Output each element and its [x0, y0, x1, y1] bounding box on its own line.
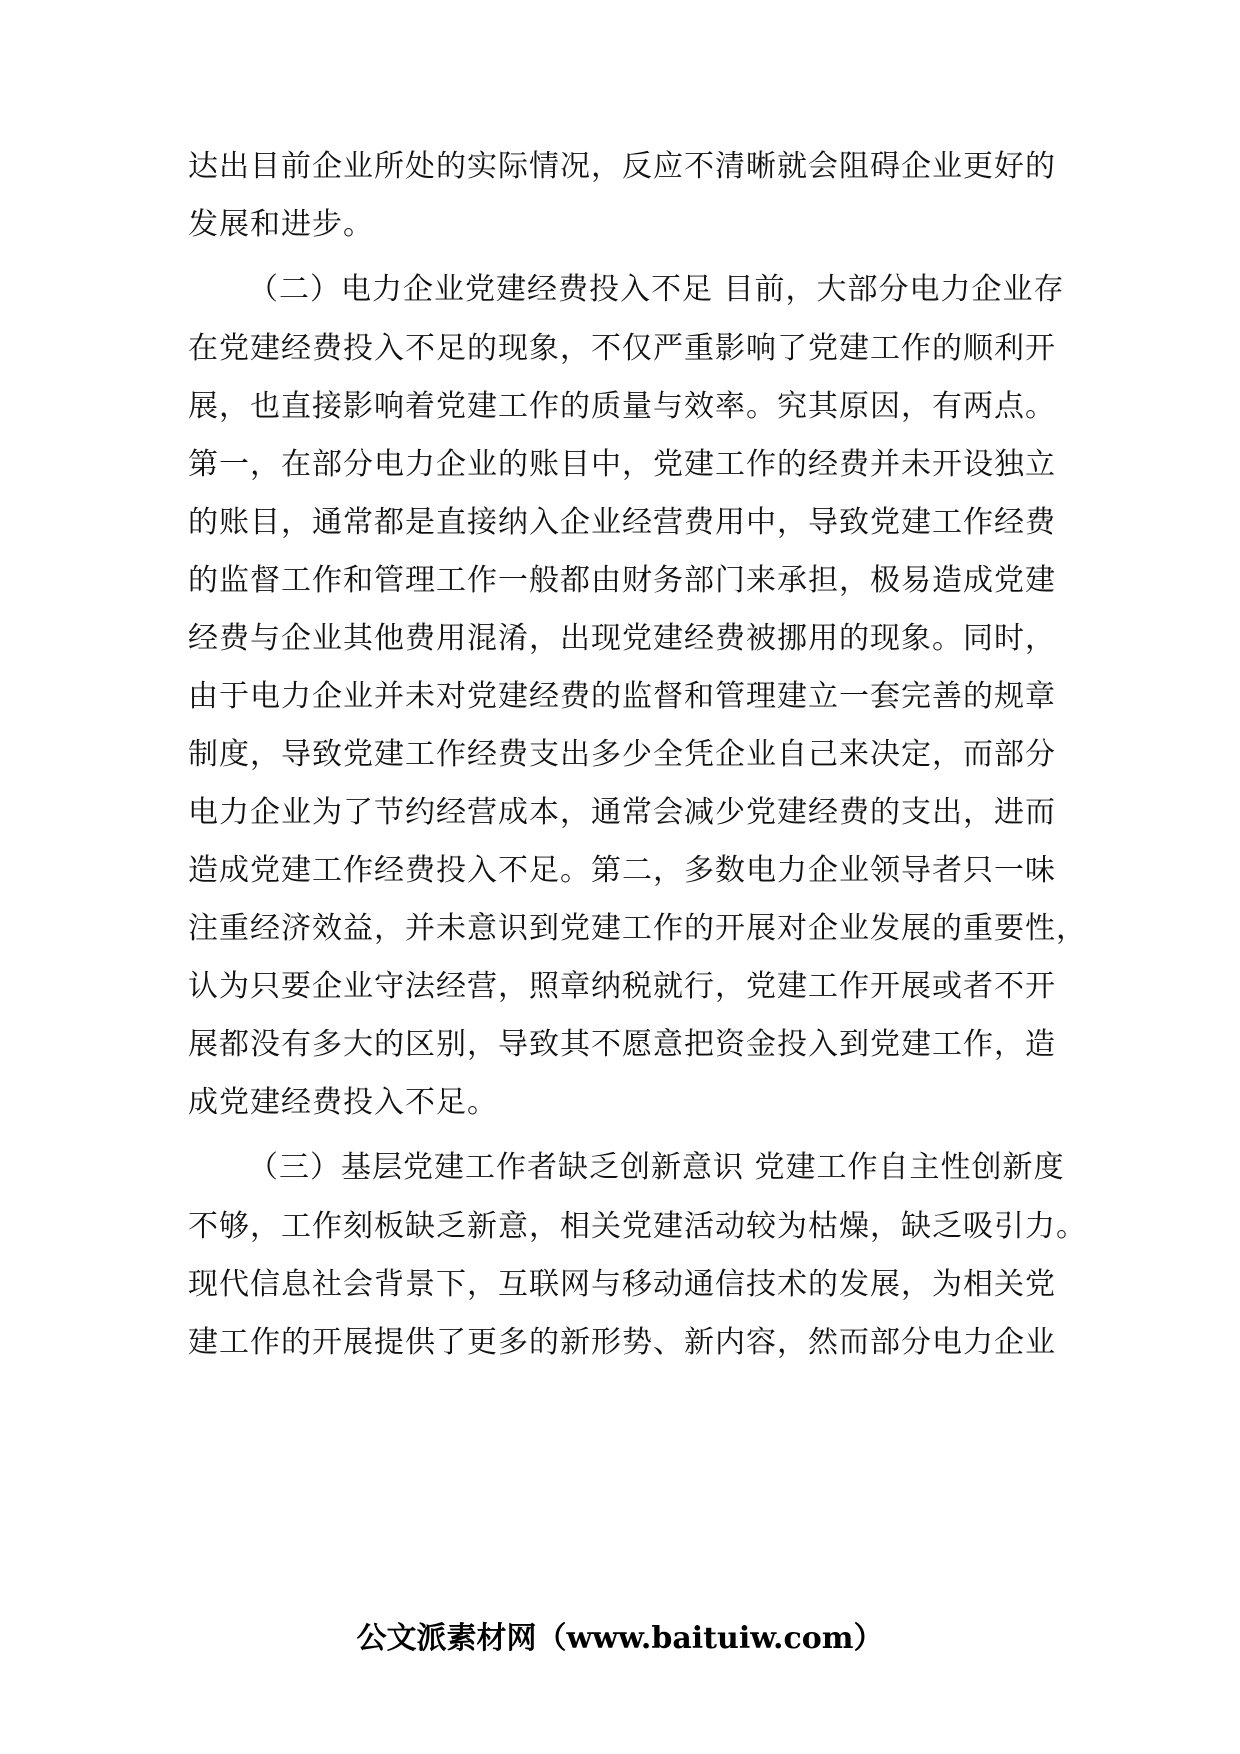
section-heading-line: （二）电力企业党建经费投入不足 目前，大部分电力企业存 — [248, 272, 1065, 307]
body-text-line: 达出目前企业所处的实际情况，反应不清晰就会阻碍企业更好的 — [188, 149, 1056, 184]
section-heading-line: （三）基层党建工作者缺乏创新意识 党建工作自主性创新度 — [248, 1150, 1065, 1185]
body-text-line: 由于电力企业并未对党建经费的监督和管理建立一套完善的规章 — [188, 679, 1056, 714]
body-text-line: 在党建经费投入不足的现象，不仅严重影响了党建工作的顺利开 — [188, 331, 1056, 366]
body-text-line: 发展和进步。 — [188, 207, 374, 242]
footer-watermark: 公文派素材网（www.baituiw.com） — [356, 1621, 884, 1656]
body-text-line: 注重经济效益，并未意识到党建工作的开展对企业发展的重要性， — [188, 911, 1087, 946]
body-text-line: 制度，导致党建工作经费支出多少全凭企业自己来决定，而部分 — [188, 737, 1056, 772]
body-text-line: 的监督工作和管理工作一般都由财务部门来承担，极易造成党建 — [188, 563, 1056, 598]
body-text-line: 认为只要企业守法经营，照章纳税就行，党建工作开展或者不开 — [188, 969, 1056, 1004]
body-text-line: 建工作的开展提供了更多的新形势、新内容，然而部分电力企业 — [188, 1325, 1056, 1360]
body-text-line: 成党建经费投入不足。 — [188, 1085, 498, 1120]
body-text-line: 造成党建工作经费投入不足。第二，多数电力企业领导者只一味 — [188, 853, 1056, 888]
body-text-line: 展都没有多大的区别，导致其不愿意把资金投入到党建工作，造 — [188, 1027, 1056, 1062]
body-text-line: 电力企业为了节约经营成本，通常会减少党建经费的支出，进而 — [188, 795, 1056, 830]
body-text-line: 展，也直接影响着党建工作的质量与效率。究其原因，有两点。 — [188, 389, 1056, 424]
body-text-line: 的账目，通常都是直接纳入企业经营费用中，导致党建工作经费 — [188, 505, 1056, 540]
body-text-line: 不够，工作刻板缺乏新意，相关党建活动较为枯燥，缺乏吸引力。 — [188, 1209, 1087, 1244]
body-text-line: 经费与企业其他费用混淆，出现党建经费被挪用的现象。同时， — [188, 621, 1056, 656]
body-text-line: 第一，在部分电力企业的账目中，党建工作的经费并未开设独立 — [188, 447, 1056, 482]
body-text-line: 现代信息社会背景下，互联网与移动通信技术的发展，为相关党 — [188, 1267, 1056, 1302]
